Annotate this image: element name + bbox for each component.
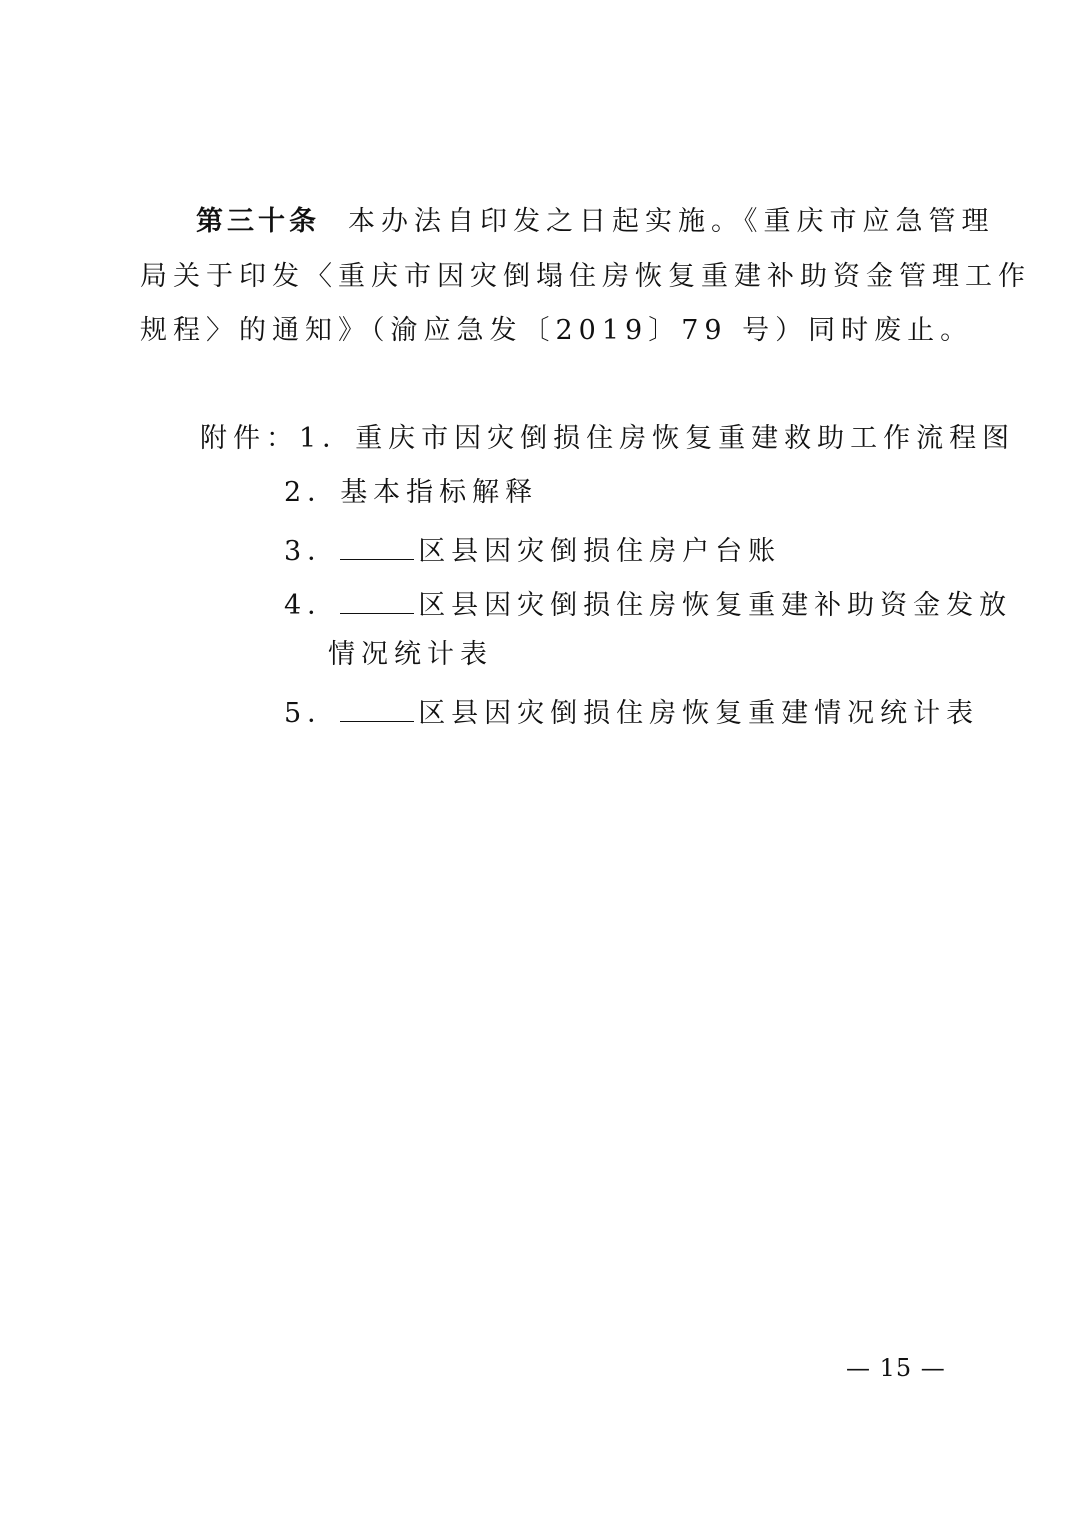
attachments-label: 附件：	[200, 423, 299, 454]
attachment-number-2: 2．	[284, 477, 341, 508]
attachment-number-4: 4．	[284, 590, 341, 621]
attachment-item-4	[284, 587, 1012, 619]
attachment-text-3: 区县因灾倒损住房户台账	[418, 536, 782, 567]
page-number: — 15 —	[846, 1354, 946, 1382]
attachment-text-1: 重庆市因灾倒损住房恢复重建救助工作流程图	[355, 423, 1016, 454]
article-heading: 第三十条	[196, 206, 320, 237]
article-line-3: 规程〉的通知》（渝应急发〔2019〕79 号）同时废止。	[140, 315, 974, 346]
article-line-2: 局关于印发〈重庆市因灾倒塌住房恢复重建补助资金管理工作	[140, 261, 1031, 292]
fill-in-blank-3	[340, 533, 414, 560]
attachment-item-3	[284, 533, 781, 565]
attachment-item-2	[284, 479, 538, 506]
attachment-text-2: 基本指标解释	[340, 477, 539, 508]
attachment-number-1: 1．	[299, 423, 356, 454]
attachment-number-5: 5．	[284, 698, 341, 729]
fill-in-blank-4	[340, 587, 414, 614]
attachment-number-3: 3．	[284, 536, 341, 567]
attachment-text-5: 区县因灾倒损住房恢复重建情况统计表	[418, 698, 980, 729]
article-line-1	[196, 208, 995, 235]
attachment-item-4-continuation: 情况统计表	[328, 639, 493, 670]
article-text-line-1: 本办法自印发之日起实施。《重庆市应急管理	[348, 206, 995, 237]
attachment-item-1	[200, 425, 1015, 452]
attachment-text-4: 区县因灾倒损住房恢复重建补助资金发放	[418, 590, 1013, 621]
attachment-item-5	[284, 695, 979, 727]
fill-in-blank-5	[340, 695, 414, 722]
